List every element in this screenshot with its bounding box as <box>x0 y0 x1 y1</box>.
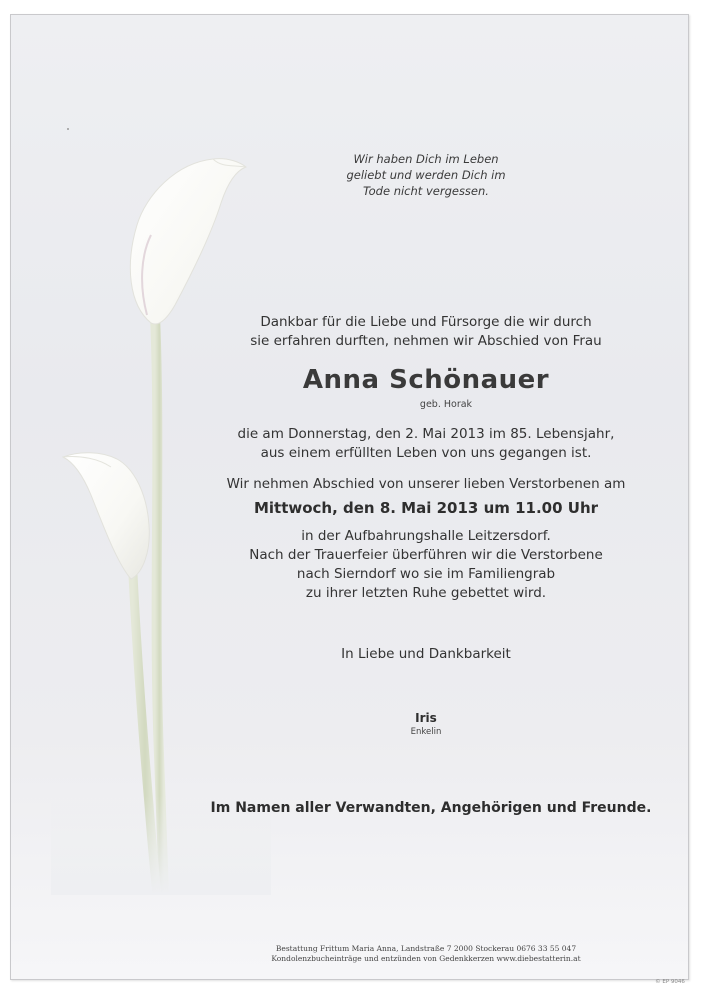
funeral-place <box>211 527 641 603</box>
place-line: nach Sierndorf wo sie im Familiengrab <box>296 566 556 582</box>
love-line: In Liebe und Dankbarkeit <box>341 646 511 662</box>
short-lily-flower <box>63 453 149 579</box>
undertaker-footer <box>211 944 641 964</box>
signer-role: Enkelin <box>410 727 442 737</box>
obituary-card <box>10 14 689 980</box>
intro-line: sie erfahren durften, nehmen wir Abschied von Frau <box>250 333 602 349</box>
funeral-date: Mittwoch, den 8. Mai 2013 um 11.00 Uhr <box>253 499 599 517</box>
calla-lily-illustration <box>51 155 271 895</box>
memorial-motto <box>311 151 541 199</box>
signer-name: Iris <box>415 711 437 725</box>
farewell-text: Wir nehmen Abschied von unserer lieben Verstorbenen am <box>226 476 626 492</box>
intro-text <box>211 313 641 351</box>
footer-line: Bestattung Frittum Maria Anna, Landstraße 7 2000 Stockerau 0676 33 55 047 <box>275 944 577 953</box>
print-code: © EP 9046 <box>655 979 685 985</box>
intro-line: Dankbar für die Liebe und Fürsorge die wir durch <box>260 314 592 330</box>
death-notice <box>211 425 641 463</box>
motto-line: Tode nicht vergessen. <box>363 184 489 198</box>
place-line: zu ihrer letzten Ruhe gebettet wird. <box>305 585 547 601</box>
motto-line: Wir haben Dich im Leben <box>353 152 499 166</box>
motto-line: geliebt und werden Dich im <box>346 168 506 182</box>
paper-speck <box>67 128 69 130</box>
death-line: die am Donnerstag, den 2. Mai 2013 im 85. Lebensjahr, <box>237 426 615 442</box>
deceased-name: Anna Schönauer <box>302 365 550 395</box>
place-line: Nach der Trauerfeier überführen wir die Verstorbene <box>249 547 603 563</box>
death-line: aus einem erfüllten Leben von uns gegangen ist. <box>260 445 592 461</box>
maiden-name: geb. Horak <box>419 399 473 410</box>
footer-line: Kondolenzbucheinträge und entzünden von Gedenkkerzen www.diebestatterin.at <box>271 954 581 963</box>
place-line: in der Aufbahrungshalle Leitzersdorf. <box>301 528 551 544</box>
closing-line: Im Namen aller Verwandten, Angehörigen und Freunde. <box>210 800 652 816</box>
